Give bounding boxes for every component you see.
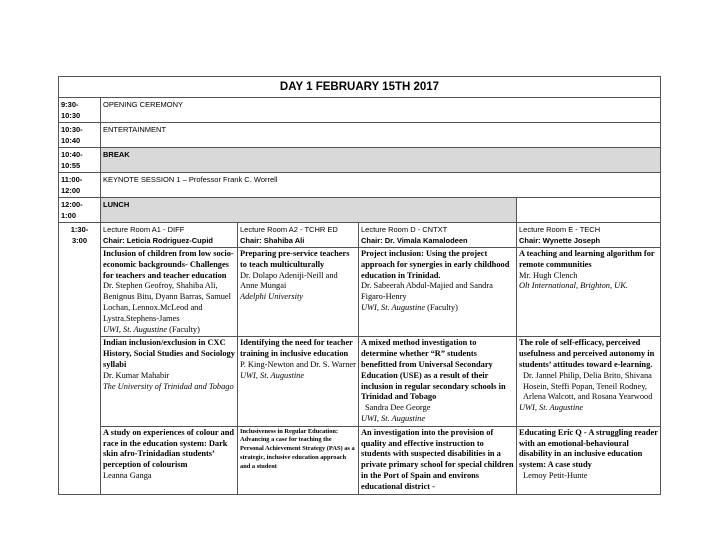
paper-authors: Dr. Dolapo Adeniji-Neill and Anne Mungai <box>240 270 338 291</box>
time-slot <box>59 198 101 223</box>
session-row <box>59 248 661 337</box>
paper-authors: Dr. Jannel Philip, Delia Brito, Shivana Hosein, Steffi Popan, Teneil Rodney, Arlena Walcott, and Rosana Yearwood <box>523 370 653 402</box>
time-label: 10:40- 10:55 <box>61 150 83 170</box>
paper-authors: Dr. Stephen Geofroy, Shahiba Ali, Benignus Bitu, Dyann Barras, Samuel Lochan, Lennox.McLeod and Lystra.Stephens-James <box>103 281 231 323</box>
session-cell <box>101 248 238 337</box>
room-name: Lecture Room A2 - TCHR ED <box>240 225 338 234</box>
room-header <box>359 223 517 248</box>
paper-title: A mixed method investigation to determine whether “R” students benefitted from Universal Secondary Education (USE) as a result of their inclusion in regular secondary schools in Trinidad and Tobago <box>361 338 506 402</box>
room-chair: Chair: Dr. Vimala Kamalodeen <box>361 236 468 245</box>
plenary-row <box>59 123 661 148</box>
event-cell <box>101 173 661 198</box>
session-cell <box>517 248 661 337</box>
paper-authors: Lemoy Petit-Hunte <box>523 470 588 480</box>
room-header <box>101 223 238 248</box>
programme-page <box>58 76 660 495</box>
room-name: Lecture Room D - CNTXT <box>361 225 448 234</box>
paper-affiliation: Olt International, Brighton, UK. <box>519 281 628 291</box>
event-label: KEYNOTE SESSION 1 – Professor Frank C. Worrell <box>103 175 278 184</box>
session-row <box>59 337 661 426</box>
plenary-row <box>59 198 661 223</box>
plenary-row <box>59 173 661 198</box>
time-slot <box>59 173 101 198</box>
session-cell <box>238 248 359 337</box>
paper-affiliation: Adelphi University <box>240 292 304 302</box>
room-name: Lecture Room E - TECH <box>519 225 601 234</box>
affiliation-name: UWI, St. Augustine <box>361 302 426 312</box>
room-header <box>238 223 359 248</box>
paper-title: Indian inclusion/exclusion in CXC History, Social Studies and Sociology syllabi <box>103 338 235 369</box>
room-chair: Chair: Shahiba Ali <box>240 236 305 245</box>
paper-authors: Sandra Dee George <box>365 403 431 413</box>
session-cell <box>517 337 661 426</box>
paper-authors: Dr. Kumar Mahabir <box>103 370 170 380</box>
affiliation-name: UWI, St. Augustine <box>103 324 168 334</box>
paper-title: Preparing pre-service teachers to teach multiculturally <box>240 249 350 269</box>
time-slot <box>59 223 101 495</box>
paper-affiliation <box>103 325 235 336</box>
paper-title: Educating Eric Q - A struggling reader with an emotional-behavioural disability in an inclusive education system: A case study <box>519 427 658 470</box>
plenary-row <box>59 98 661 123</box>
paper-authors: P. King-Newton and Dr. S. Warner <box>240 359 356 369</box>
event-label: ENTERTAINMENT <box>103 125 167 134</box>
paper-title: The role of self-efficacy, perceived usefulness and perceived autonomy in students’ attitudes toward e-learning. <box>519 338 655 369</box>
plenary-row <box>59 148 661 173</box>
session-cell <box>517 426 661 494</box>
paper-authors: Dr. Sabeerah Abdul-Majied and Sandra Figaro-Henry <box>361 281 493 302</box>
time-label: 9:30- 10:30 <box>61 100 81 120</box>
time-label: 11:00- 12:00 <box>61 175 83 195</box>
session-cell <box>238 337 359 426</box>
lunch-cell <box>101 198 517 223</box>
paper-title: Project inclusion: Using the project approach for synergies in early childhood education in Trinidad. <box>361 249 510 280</box>
time-label: 12:00- 1:00 <box>61 200 83 220</box>
session-cell <box>359 426 517 494</box>
break-cell <box>101 148 661 173</box>
day-title: DAY 1 FEBRUARY 15TH 2017 <box>59 77 661 98</box>
room-header <box>517 223 661 248</box>
paper-authors: Leanna Ganga <box>103 470 152 480</box>
time-slot <box>59 98 101 123</box>
rooms-row <box>59 223 661 248</box>
room-chair: Chair: Wynette Joseph <box>519 236 601 245</box>
schedule-table <box>58 76 661 495</box>
event-cell <box>101 98 661 123</box>
paper-affiliation: UWI, St. Augustine <box>361 413 426 423</box>
paper-title: Identifying the need for teacher training in inclusive education <box>240 338 353 359</box>
paper-affiliation <box>361 303 514 314</box>
room-name: Lecture Room A1 - DIFF <box>103 225 185 234</box>
session-cell <box>359 337 517 426</box>
paper-title: Inclusiveness in Regular Education: Advancing a case for teaching the Personal Achievement Strategy (PAS) as a strategic, inclusive education approach and a student <box>240 427 355 470</box>
paper-authors: Mr. Hugh Clench <box>519 270 578 280</box>
title-row <box>59 77 661 98</box>
time-label: 1:30- 3:00 <box>70 225 89 245</box>
session-cell <box>101 337 238 426</box>
paper-title: Inclusion of children from low socio-economic backgrounds- Challenges for teachers and teacher education <box>103 249 234 280</box>
paper-affiliation: UWI, St. Augustine <box>240 370 305 380</box>
time-slot <box>59 123 101 148</box>
empty-cell <box>517 198 661 223</box>
paper-affiliation: UWI, St. Augustine <box>519 403 584 413</box>
event-label: OPENING CEREMONY <box>103 100 184 109</box>
time-label: 10:30- 10:40 <box>61 125 83 145</box>
time-slot <box>59 148 101 173</box>
affiliation-note: (Faculty) <box>167 324 200 334</box>
paper-title: An investigation into the provision of quality and effective instruction to students with suspected disabilities in a private primary school for special children in the Port of Spain and environs educational district - <box>361 427 514 491</box>
paper-title: A study on experiences of colour and race in the education system: Dark skin afro-Trinidadian students’ perception of colourism <box>103 427 235 470</box>
session-cell <box>101 426 238 494</box>
event-cell <box>101 123 661 148</box>
paper-title: A teaching and learning algorithm for remote communities <box>519 249 655 269</box>
session-cell <box>238 426 359 494</box>
affiliation-note: (Faculty) <box>425 302 458 312</box>
event-label: BREAK <box>103 150 130 159</box>
session-cell <box>359 248 517 337</box>
session-row <box>59 426 661 494</box>
event-label: LUNCH <box>103 200 130 209</box>
room-chair: Chair: Leticia Rodriguez-Cupid <box>103 236 214 245</box>
paper-affiliation: The University of Trinidad and Tobago <box>103 381 234 391</box>
